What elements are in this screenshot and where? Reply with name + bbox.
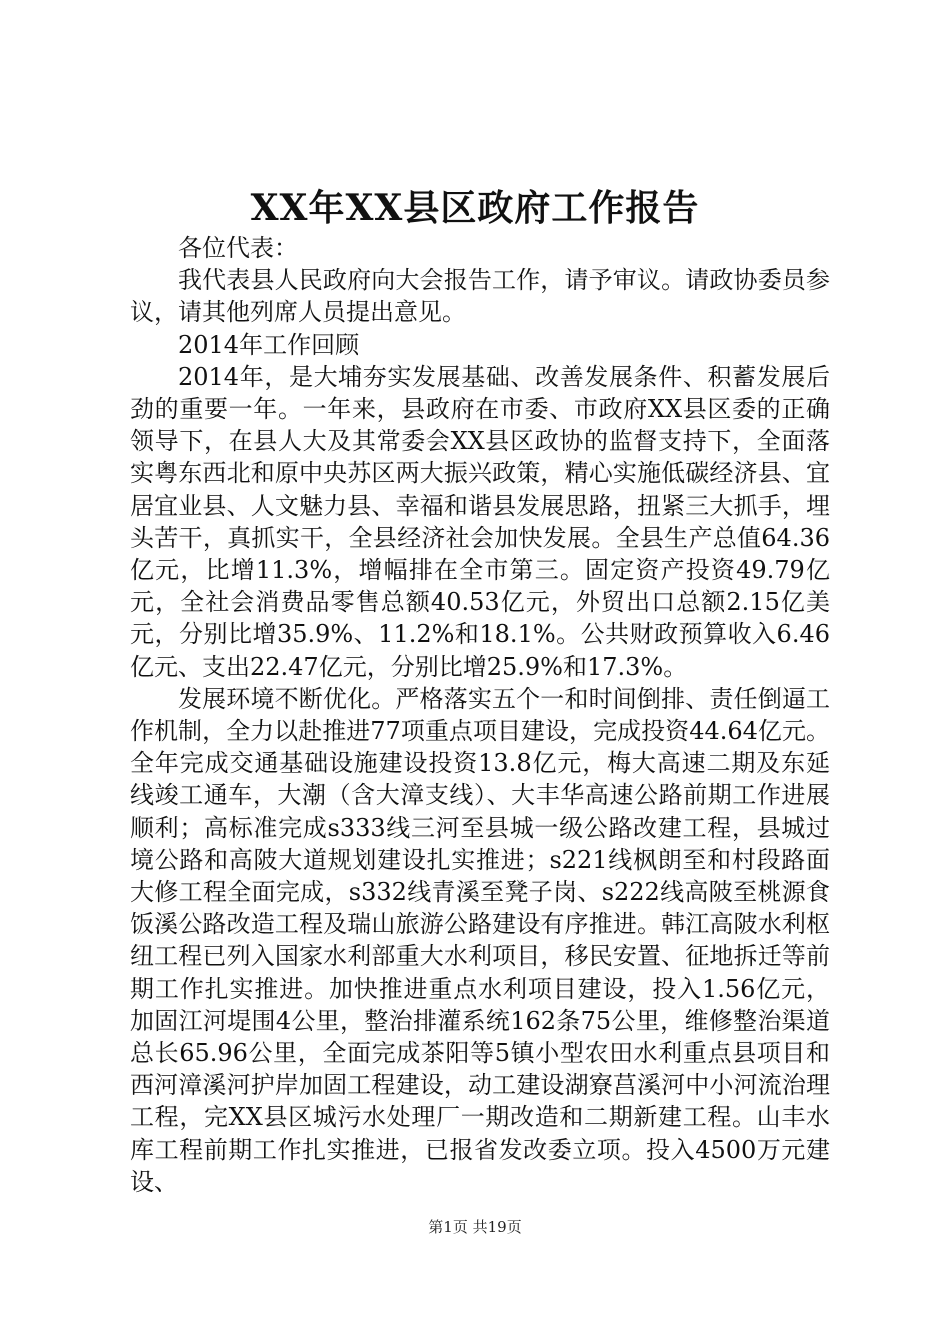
section-heading: 2014年工作回顾 [178,330,360,359]
environment-paragraph: 发展环境不断优化。严格落实五个一和时间倒排、责任倒逼工作机制，全力以赴推进77项重点项目建设，完成投资44.64亿元。全年完成交通基础设施建设投资13.8亿元，梅大高速二期及东延线竣工通车，大潮（含大漳支线）、大丰华高速公路前期工作进展顺利；高标准完成s333线三河至县城一级公路改建工程，县城过境公路和高陂大道规划建设扎实推进；s221线枫朗至和村段路面大修工程全面完成，s332线青溪至凳子岗、s222线高陂至桃源食饭溪公路改造工程及瑞山旅游公路建设有序推进。韩江高陂水利枢纽工程已列入国家水利部重大水利项目，移民安置、征地拆迁等前期工作扎实推进。加快推进重点水利项目建设，投入1.56亿元，加固江河堤围4公里，整治排灌系统162条75公里，维修整治渠道总长65.96公里，全面完成茶阳等5镇小型农田水利重点县项目和西河漳溪河护岸加固工程建设，动工建设湖寮莒溪河中小河流治理工程，完XX县区城污水处理厂一期改造和二期新建工程。山丰水库工程前期工作扎实推进，已报省发改委立项。投入4500万元建设、 [130,684,830,1196]
page-footer: 第1页 共19页 [428,1218,522,1236]
document-title: XX年XX县区政府工作报告 [250,187,700,229]
opening-paragraph: 我代表县人民政府向大会报告工作，请予审议。请政协委员参议，请其他列席人员提出意见。 [130,266,830,327]
document-body [130,232,830,1198]
salutation-paragraph: 各位代表： [178,234,298,262]
review-paragraph: 2014年，是大埔夯实发展基础、改善发展条件、积蓄发展后劲的重要一年。一年来，县政府在市委、市政府XX县区委的正确领导下，在县人大及其常委会XX县区政协的监督支持下，全面落实粤东西北和原中央苏区两大振兴政策，精心实施低碳经济县、宜居宜业县、人文魅力县、幸福和谐县发展思路，扭紧三大抓手，埋头苦干，真抓实干，全县经济社会加快发展。全县生产总值64.36亿元，比增11.3%，增幅排在全市第三。固定资产投资49.79亿元，全社会消费品零售总额40.53亿元，外贸出口总额2.15亿美元，分别比增35.9%、11.2%和18.1%。公共财政预算收入6.46亿元、支出22.47亿元，分别比增25.9%和17.3%。 [130,362,830,681]
